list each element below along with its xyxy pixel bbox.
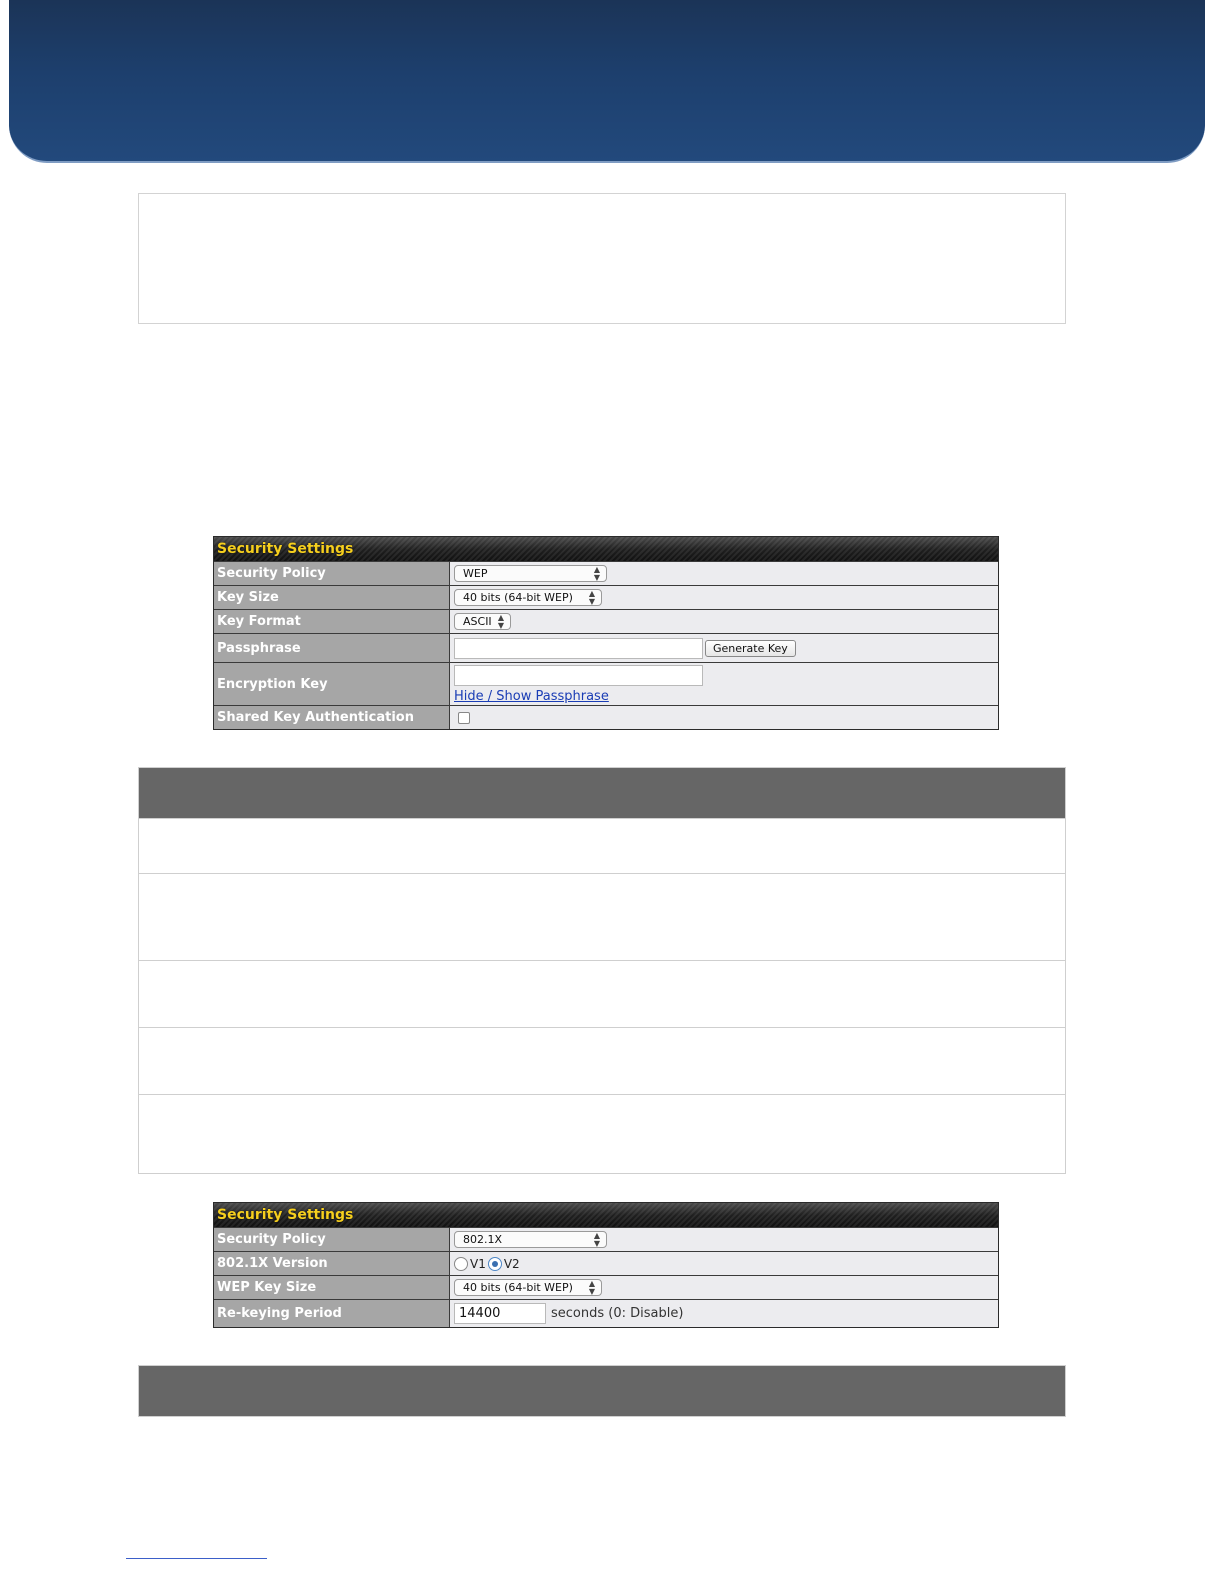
row-label: Shared Key Authentication bbox=[214, 706, 450, 729]
select-arrows-icon: ▲ ▼ bbox=[497, 612, 504, 630]
security-policy-row bbox=[214, 1227, 998, 1251]
table-title: Security Settings bbox=[214, 1203, 998, 1227]
version-v2-radio[interactable] bbox=[488, 1257, 502, 1271]
wep-security-settings-table bbox=[213, 536, 999, 730]
description-table bbox=[138, 767, 1066, 1174]
generate-key-button[interactable]: Generate Key bbox=[705, 640, 796, 657]
wep-key-size-select[interactable] bbox=[454, 1279, 602, 1296]
wep-key-size-row bbox=[214, 1275, 998, 1299]
key-format-row bbox=[214, 609, 998, 633]
row-label: Re-keying Period bbox=[214, 1300, 450, 1327]
select-arrows-icon: ▲ ▼ bbox=[588, 588, 595, 606]
encryption-key-row bbox=[214, 662, 998, 705]
security-policy-row bbox=[214, 561, 998, 585]
description-table-2 bbox=[138, 1365, 1066, 1417]
table-header bbox=[139, 768, 1065, 818]
table-title: Security Settings bbox=[214, 537, 998, 561]
key-format-select[interactable] bbox=[454, 613, 511, 630]
shared-key-auth-checkbox[interactable] bbox=[458, 712, 470, 724]
select-value: 40 bits (64-bit WEP) bbox=[463, 1281, 573, 1294]
header-banner bbox=[9, 0, 1205, 163]
dot1x-version-row bbox=[214, 1251, 998, 1275]
row-label: Security Policy bbox=[214, 562, 450, 585]
row-label: Key Size bbox=[214, 586, 450, 609]
dot1x-security-settings-table bbox=[213, 1202, 999, 1328]
row-label: Passphrase bbox=[214, 634, 450, 662]
row-label: WEP Key Size bbox=[214, 1276, 450, 1299]
table-row bbox=[139, 818, 1065, 873]
select-value: 40 bits (64-bit WEP) bbox=[463, 591, 573, 604]
table-row bbox=[139, 1094, 1065, 1173]
row-label: Security Policy bbox=[214, 1228, 450, 1251]
radio-label: V2 bbox=[503, 1256, 520, 1271]
row-label: 802.1X Version bbox=[214, 1252, 450, 1275]
table-row bbox=[139, 873, 1065, 960]
row-label: Encryption Key bbox=[214, 663, 450, 705]
version-v1-radio[interactable] bbox=[454, 1257, 468, 1271]
table-row bbox=[139, 1027, 1065, 1094]
table-header bbox=[139, 1366, 1065, 1416]
key-size-row bbox=[214, 585, 998, 609]
passphrase-input[interactable] bbox=[454, 638, 703, 659]
select-value: ASCII bbox=[463, 615, 492, 628]
select-arrows-icon: ▲ ▼ bbox=[593, 1230, 600, 1248]
footnote-separator bbox=[126, 1558, 267, 1559]
rekeying-period-row bbox=[214, 1299, 998, 1327]
key-size-select[interactable] bbox=[454, 589, 602, 606]
security-policy-select[interactable] bbox=[454, 1231, 607, 1248]
encryption-key-input[interactable] bbox=[454, 665, 703, 686]
shared-key-auth-row bbox=[214, 705, 998, 729]
security-policy-select[interactable] bbox=[454, 565, 607, 582]
select-value: WEP bbox=[463, 567, 488, 580]
hide-show-passphrase-link[interactable]: Hide / Show Passphrase bbox=[454, 688, 609, 704]
rekeying-period-suffix: seconds (0: Disable) bbox=[551, 1306, 684, 1321]
passphrase-row bbox=[214, 633, 998, 662]
rekeying-period-input[interactable]: 14400 bbox=[454, 1303, 546, 1324]
select-value: 802.1X bbox=[463, 1233, 503, 1246]
select-arrows-icon: ▲ ▼ bbox=[593, 564, 600, 582]
select-arrows-icon: ▲ ▼ bbox=[588, 1278, 595, 1296]
table-row bbox=[139, 960, 1065, 1027]
radio-label: V1 bbox=[470, 1256, 486, 1271]
row-label: Key Format bbox=[214, 610, 450, 633]
info-box bbox=[138, 193, 1066, 324]
